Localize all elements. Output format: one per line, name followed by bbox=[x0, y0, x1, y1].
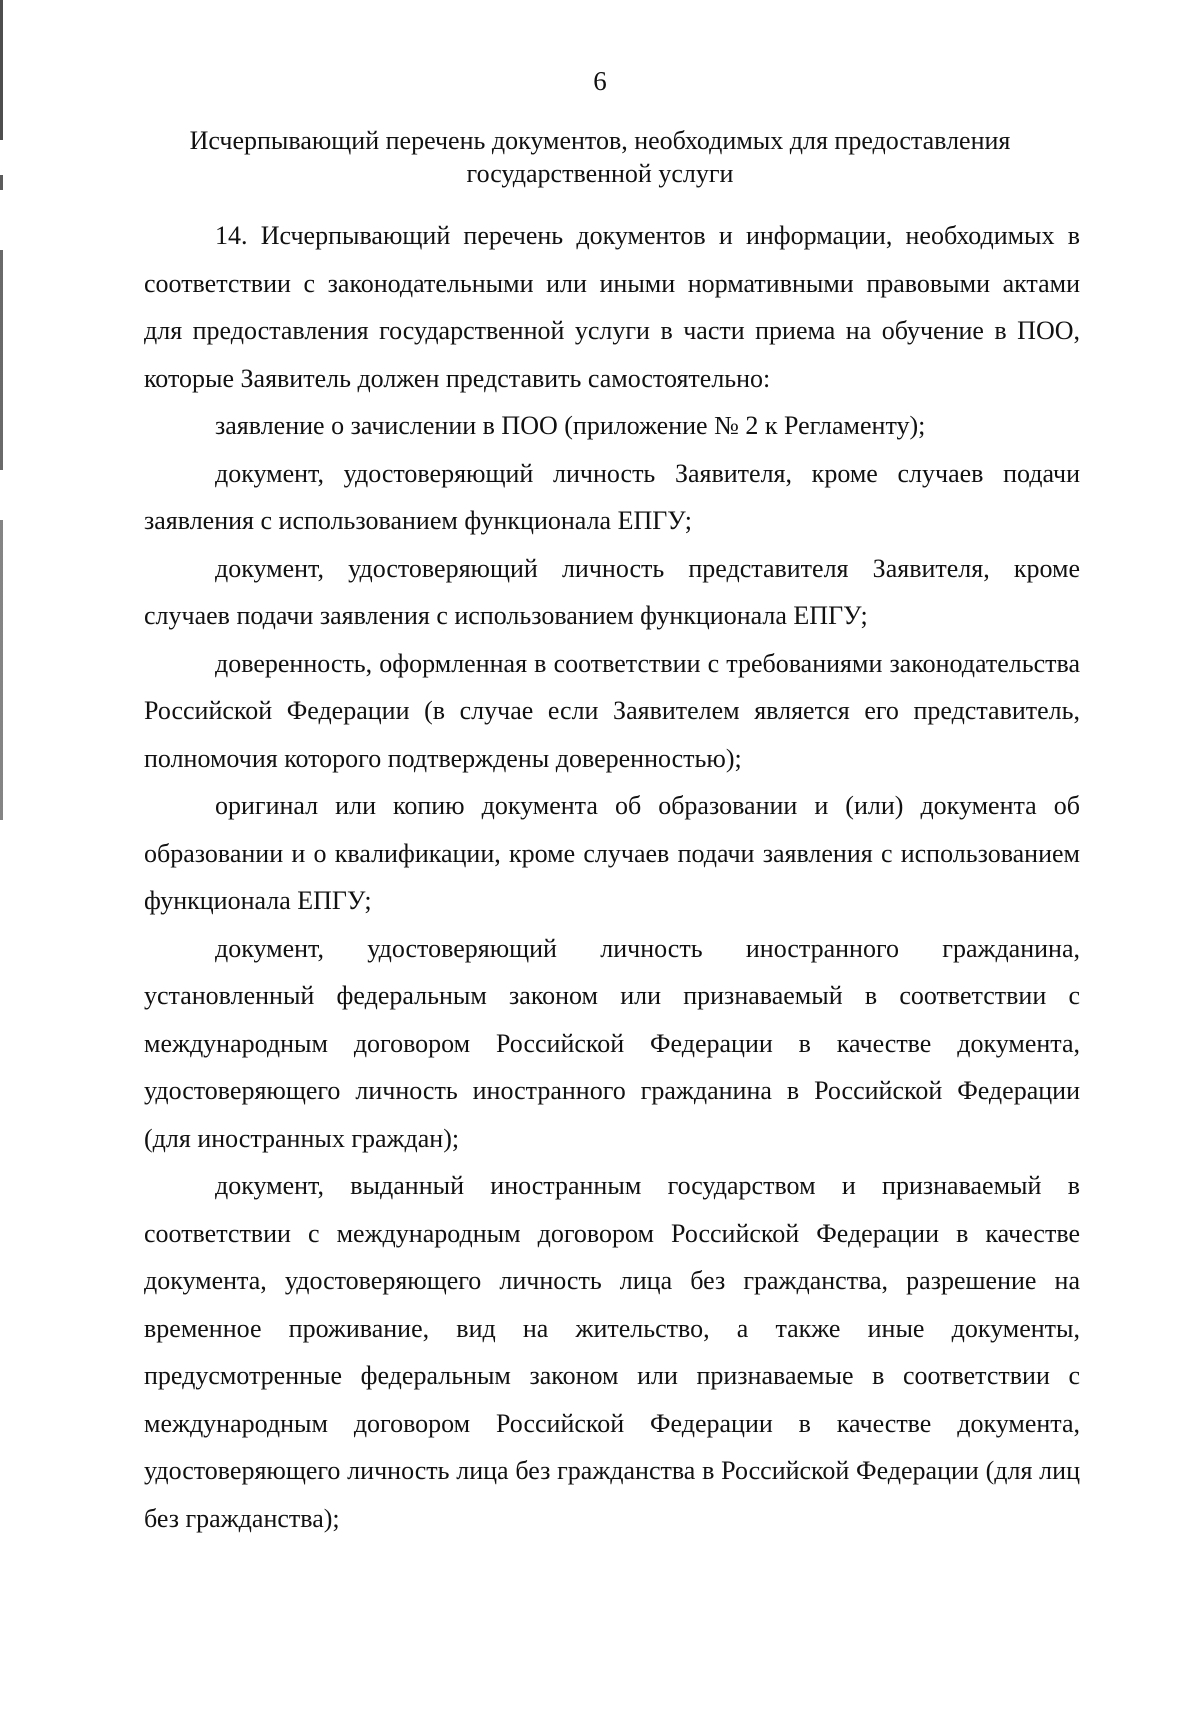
paragraph-representative-id: документ, удостоверяющий личность представителя Заявителя, кроме случаев подачи заявления с использованием функционала ЕПГУ; bbox=[144, 553, 1080, 630]
section-heading-line-1: Исчерпывающий перечень документов, необходимых для предоставления bbox=[189, 126, 1011, 155]
paragraph-item-14-intro: 14. Исчерпывающий перечень документов и информации, необходимых в соответствии с законодательными или иными нормативными правовыми актами для предоставления государственной услуги в части приема на обучение в ПОО, которые Заявитель должен представить самостоятельно: bbox=[144, 221, 1080, 393]
section-heading-line-2: государственной услуги bbox=[466, 159, 734, 188]
paragraph-foreign-citizen-id: документ, удостоверяющий личность иностранного гражданина, установленный федеральным законом или признаваемый в соответствии с международным договором Российской Федерации в качестве документа, удостоверяющего личность иностранного гражданина в Российской Федерации (для иностранных граждан); bbox=[144, 933, 1080, 1153]
scan-edge-artifact bbox=[0, 0, 3, 1725]
paragraph-applicant-id: документ, удостоверяющий личность Заявителя, кроме случаев подачи заявления с использованием функционала ЕПГУ; bbox=[144, 458, 1080, 535]
document-body bbox=[144, 212, 1080, 1542]
page-number: 6 bbox=[593, 66, 607, 96]
paragraph-application: заявление о зачислении в ПОО (приложение № 2 к Регламенту); bbox=[215, 411, 926, 440]
paragraph-power-of-attorney: доверенность, оформленная в соответствии с требованиями законодательства Российской Федерации (в случае если Заявителем является его представитель, полномочия которого подтверждены доверенностью); bbox=[144, 648, 1080, 773]
section-heading bbox=[120, 124, 1080, 190]
paragraph-education-document: оригинал или копию документа об образовании и (или) документа об образовании и о квалификации, кроме случаев подачи заявления с использованием функционала ЕПГУ; bbox=[144, 791, 1080, 915]
paragraph-stateless-person-id: документ, выданный иностранным государством и признаваемый в соответствии с международным договором Российской Федерации в качестве документа, удостоверяющего личность лица без гражданства, разрешение на временное проживание, вид на жительство, а также иные документы, предусмотренные федеральным законом или признаваемые в соответствии с международным договором Российской Федерации в качестве документа, удостоверяющего личность лица без гражданства в Российской Федерации (для лиц без гражданства); bbox=[144, 1171, 1080, 1533]
